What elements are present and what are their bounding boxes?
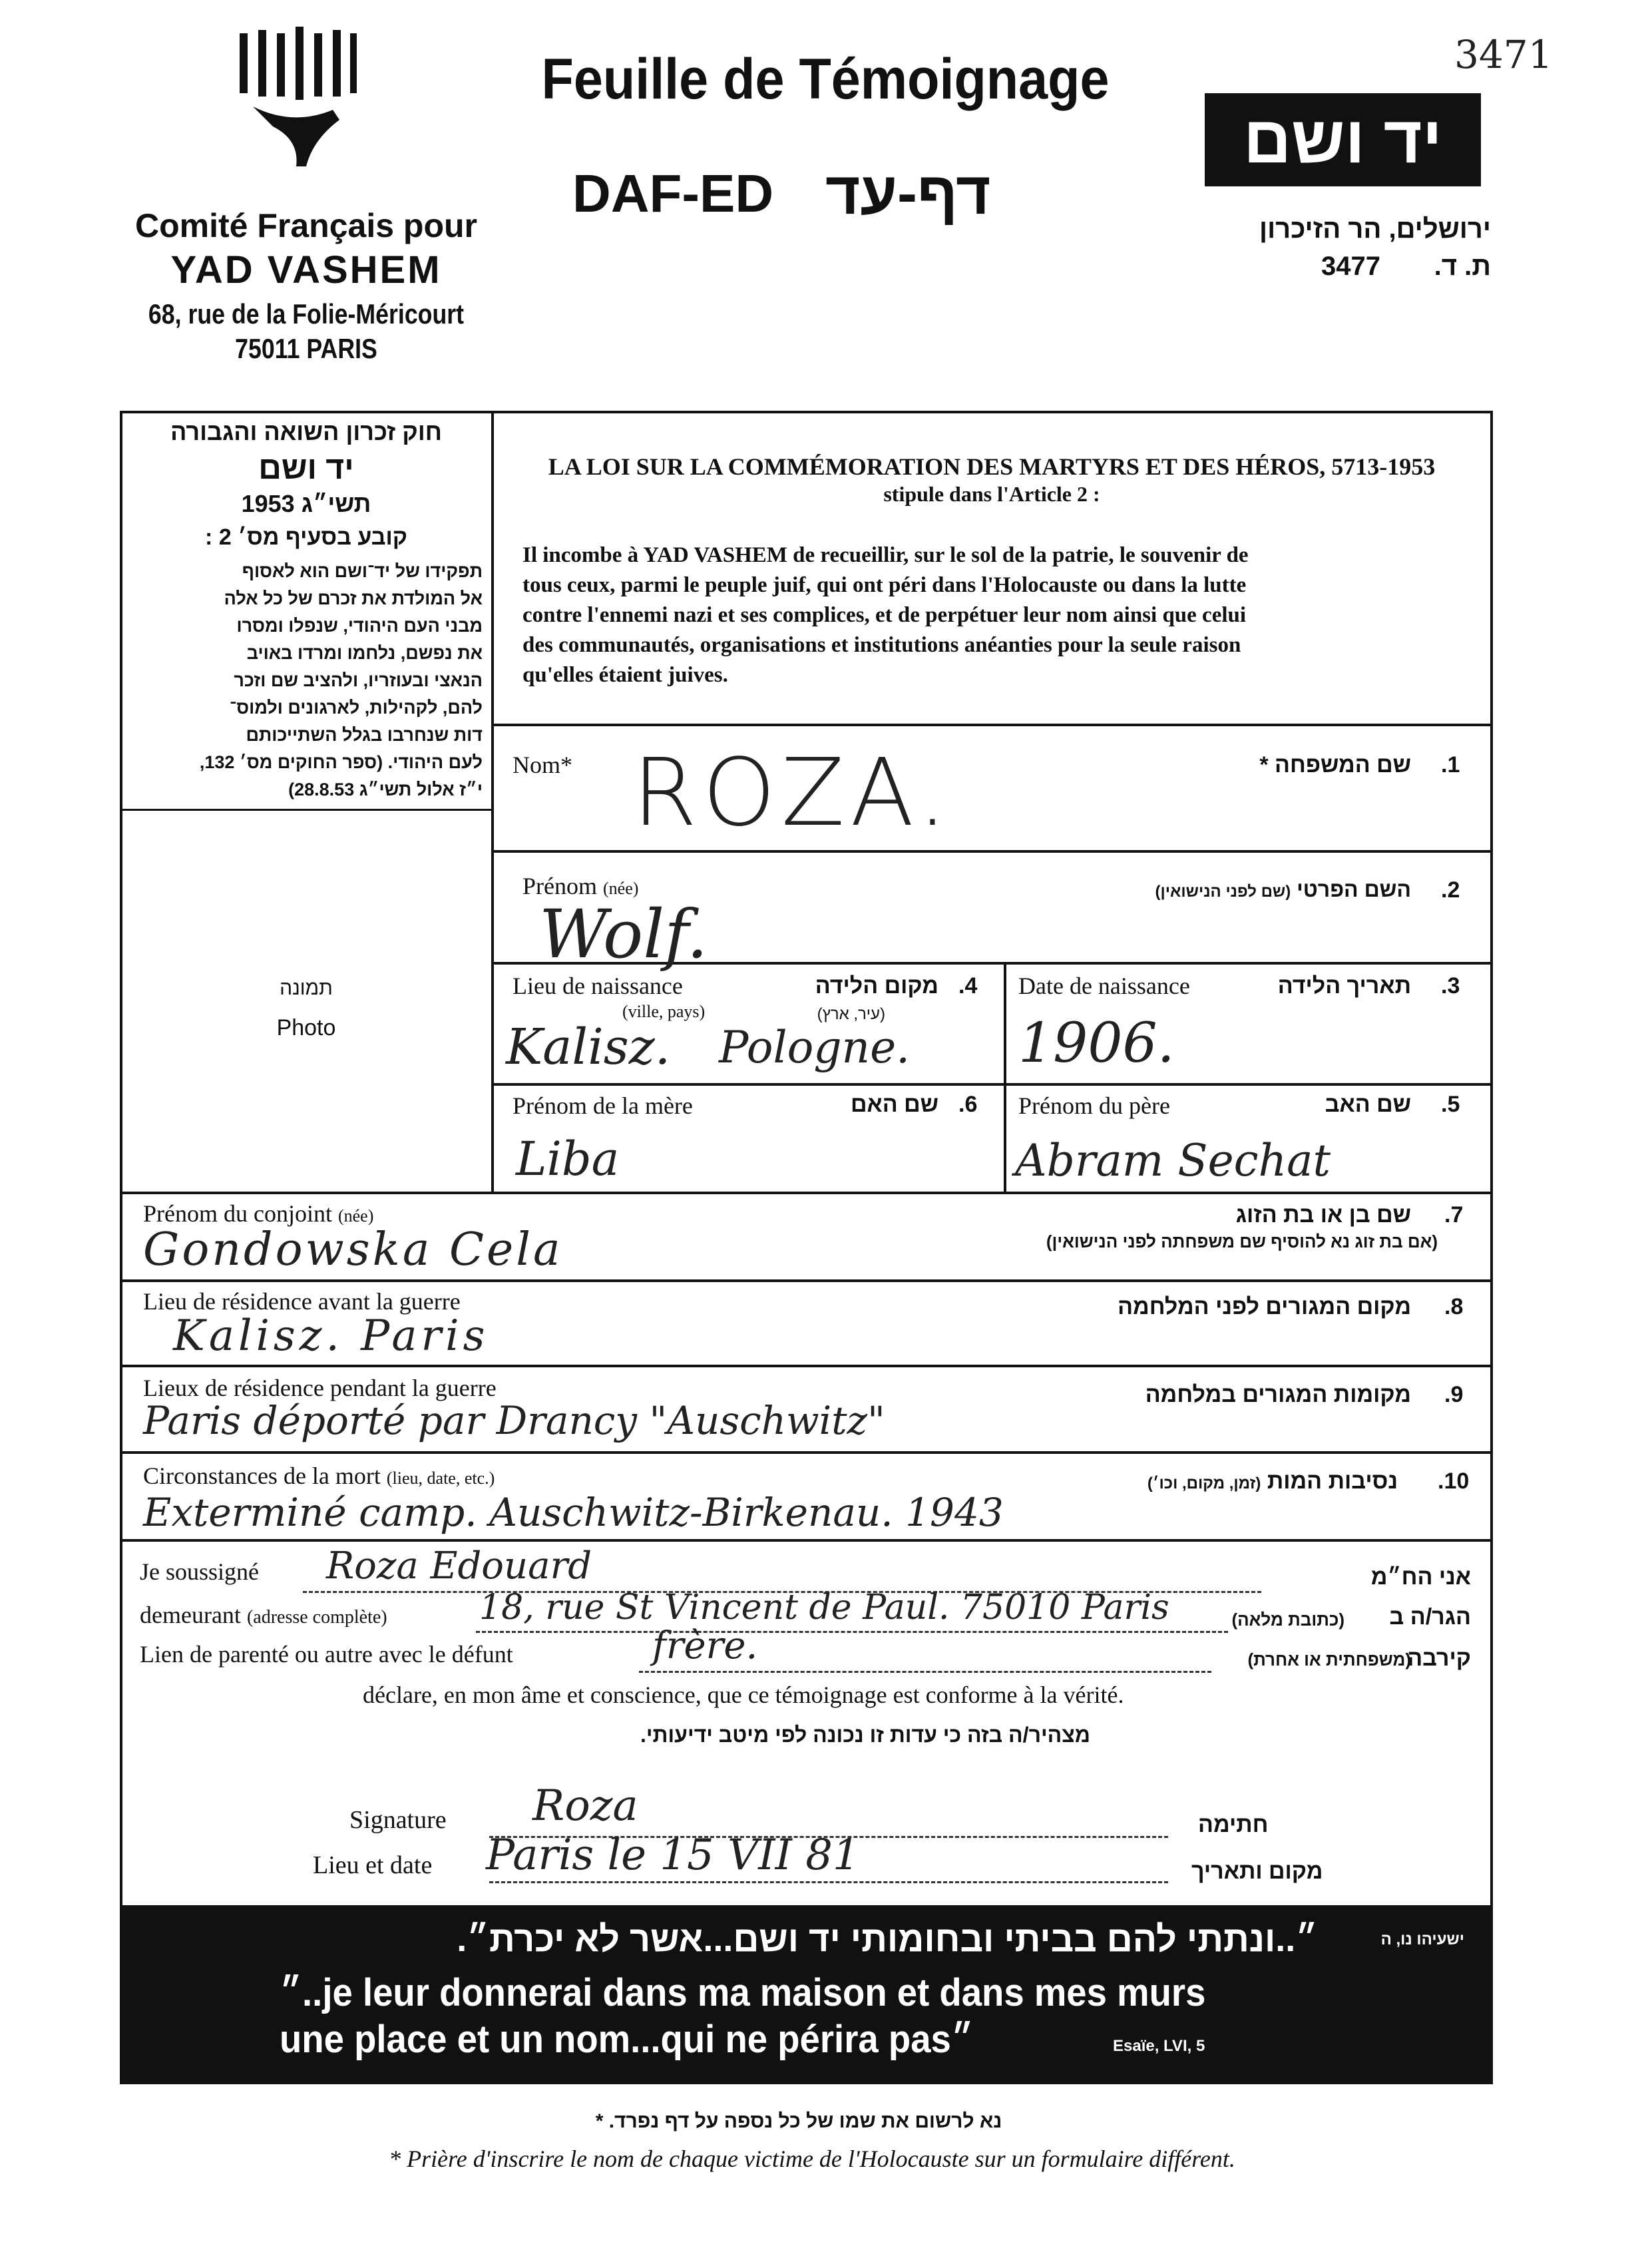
field-nom-value[interactable]: ROZA. bbox=[632, 739, 953, 847]
field-prenom-label-hebrew-text: השם הפרטי bbox=[1297, 877, 1411, 901]
signature-value[interactable]: Roza bbox=[532, 1781, 638, 1831]
field-circonstances-value[interactable]: Exterminé camp. Auschwitz-Birkenau. 1943 bbox=[143, 1490, 1004, 1535]
signature-label: Signature bbox=[349, 1806, 447, 1834]
field-prenom-pere-label: Prénom du père bbox=[1018, 1092, 1170, 1119]
field-lieu-naissance-label-small: (ville, pays) bbox=[622, 1002, 706, 1021]
field-residence-avant-label-hebrew: מקום המגורים לפני המלחמה bbox=[1118, 1294, 1411, 1319]
law-hebrew-title1: חוק זכרון השואה והגבורה bbox=[170, 418, 442, 445]
yad-vashem-logo bbox=[233, 27, 359, 180]
field-residence-pendant-label: Lieux de résidence pendant la guerre bbox=[143, 1375, 497, 1401]
law-hebrew-line: אל המולדת את זכרם של כל אלה bbox=[224, 588, 483, 608]
law-french-line: contre l'ennemi nazi et ses complices, et de perpétuer leur nom ainsi que celui bbox=[522, 603, 1247, 627]
demeurant-label-small: (adresse complète) bbox=[246, 1607, 387, 1628]
right-address-hebrew: ירושלים, הר הזיכרון bbox=[1259, 214, 1491, 244]
law-hebrew-clause: קובע בסעיף מס׳ 2 : bbox=[205, 525, 407, 550]
field-residence-avant-label: Lieu de résidence avant la guerre bbox=[143, 1288, 461, 1315]
demeurant-line bbox=[476, 1631, 1228, 1633]
law-hebrew-line: את נפשם, נלחמו ומרדו באויב bbox=[246, 643, 483, 663]
field-residence-avant-number: .8 bbox=[1444, 1294, 1464, 1319]
field-nom-label-hebrew: שם המשפחה * bbox=[1259, 752, 1411, 778]
law-hebrew-line: דות שנחרבו בגלל השתייכותם bbox=[246, 725, 483, 745]
law-french-line: Il incombe à YAD VASHEM de recueillir, sur le sol de la patrie, le souvenir de bbox=[522, 543, 1249, 567]
declaration-statement-hebrew: מצהיר/ה בזה כי עדות זו נכונה לפי מיטב ידיעותי. bbox=[640, 1723, 1090, 1747]
committee-label: Comité Français pour bbox=[135, 207, 477, 244]
law-hebrew-line: להם, לקהילות, לארגונים ולמוס־ bbox=[229, 698, 483, 718]
law-hebrew-line: י״ז אלול תשי״ג 28.8.53) bbox=[288, 780, 483, 799]
field-prenom-label-hebrew bbox=[1038, 877, 1411, 902]
law-hebrew-body bbox=[130, 558, 483, 803]
field-prenom-mere-value[interactable]: Liba bbox=[516, 1132, 620, 1186]
law-french-subtitle: stipule dans l'Article 2 : bbox=[883, 482, 1100, 506]
field-residence-avant-value[interactable]: Kalisz. Paris bbox=[173, 1311, 489, 1361]
field-conjoint-label-hebrew-small: (אם בת זוג נא להוסיף שם משפחתה לפני הנישואין) bbox=[1046, 1232, 1438, 1251]
right-logo-text: יד ושם bbox=[1243, 103, 1442, 177]
banner-line2: une place et un nom...qui ne périra pas״ bbox=[280, 2018, 974, 2061]
field-lieu-naissance-city[interactable]: Kalisz. bbox=[506, 1018, 671, 1076]
field-conjoint-label-hebrew: שם בן או בת הזוג bbox=[1235, 1202, 1411, 1228]
lien-hebrew-small: (משפחתית או אחרת) bbox=[1247, 1650, 1411, 1670]
field-conjoint-label-small: (née) bbox=[337, 1206, 374, 1226]
law-hebrew-line: הנאצי ובעוזריו, ולהציב שם וזכר bbox=[234, 670, 483, 690]
field-date-naissance-value[interactable]: 1906. bbox=[1018, 1012, 1175, 1075]
banner-hebrew: ״..ונתתי להם בביתי ובחומותי יד ושם...אשר לא יכרת״. bbox=[457, 1919, 1318, 1959]
law-french-line: tous ceux, parmi le peuple juif, qui ont péri dans l'Holocauste ou dans la lutte bbox=[522, 573, 1247, 597]
lieu-date-label: Lieu et date bbox=[313, 1851, 433, 1879]
lieu-date-line bbox=[489, 1881, 1168, 1883]
field-date-naissance-number: .3 bbox=[1441, 973, 1460, 999]
field-nom-number: .1 bbox=[1441, 752, 1460, 778]
field-residence-pendant-number: .9 bbox=[1444, 1382, 1464, 1407]
field-conjoint-label-text: Prénom du conjoint bbox=[143, 1200, 332, 1227]
demeurant-value[interactable]: 18, rue St Vincent de Paul. 75010 Paris bbox=[479, 1588, 1169, 1628]
field-circonstances-number: .10 bbox=[1438, 1468, 1470, 1494]
footer-hebrew: נא לרשום את שמו של כל נספה על דף נפרד. * bbox=[595, 2110, 1002, 2132]
law-french-line: qu'elles étaient juives. bbox=[522, 663, 728, 687]
demeurant-label bbox=[140, 1601, 387, 1629]
law-hebrew-line: מבני העם היהודי, שנפלו ומסרו bbox=[236, 616, 483, 636]
field-prenom-label-hebrew-small: (שם לפני הנישואין) bbox=[1155, 883, 1291, 901]
field-lieu-naissance-country[interactable]: Pologne. bbox=[719, 1022, 911, 1073]
field-lieu-naissance-number: .4 bbox=[958, 973, 978, 999]
lien-label: Lien de parenté ou autre avec le défunt bbox=[140, 1641, 513, 1668]
soussigne-hebrew: אני הח״מ bbox=[1370, 1564, 1471, 1590]
lien-line bbox=[639, 1671, 1211, 1673]
field-circonstances-label-hebrew bbox=[998, 1468, 1398, 1494]
demeurant-hebrew-small: (כתובת מלאה) bbox=[1231, 1610, 1344, 1630]
law-hebrew-year: תשי״ג 1953 bbox=[241, 490, 371, 517]
field-prenom-mere-number: .6 bbox=[958, 1092, 978, 1117]
lien-value[interactable]: frère. bbox=[652, 1624, 758, 1668]
demeurant-hebrew: הגר/ה ב bbox=[1389, 1604, 1471, 1630]
right-pobox-number: 3477 bbox=[1321, 252, 1380, 281]
soussigne-value[interactable]: Roza Edouard bbox=[326, 1544, 592, 1588]
field-circonstances-label-small: (lieu, date, etc.) bbox=[386, 1468, 495, 1488]
quote-banner bbox=[120, 1905, 1493, 2084]
field-circonstances-label bbox=[143, 1462, 495, 1490]
field-prenom-mere-label: Prénom de la mère bbox=[513, 1092, 693, 1119]
law-french-body bbox=[522, 541, 1481, 690]
declaration-statement: déclare, en mon âme et conscience, que ce témoignage est conforme à la vérité. bbox=[363, 1682, 1124, 1708]
field-lieu-naissance-label-hebrew-small: (עיר, ארץ) bbox=[817, 1005, 885, 1023]
right-pobox-label: ת. ד. bbox=[1434, 252, 1491, 281]
field-date-naissance-label: Date de naissance bbox=[1018, 973, 1190, 999]
subtitle-latin: DAF-ED bbox=[572, 164, 774, 223]
field-prenom-number: .2 bbox=[1441, 877, 1460, 903]
field-conjoint-number: .7 bbox=[1444, 1202, 1464, 1228]
signature-hebrew: חתימה bbox=[1198, 1812, 1269, 1837]
law-french-line: des communautés, organisations et institutions anéanties pour la seule raison bbox=[522, 633, 1241, 657]
law-hebrew-line: לעם היהודי. (ספר החוקים מס׳ 132, bbox=[199, 752, 483, 772]
field-prenom-pere-label-hebrew: שם האב bbox=[1325, 1092, 1411, 1117]
banner-hebrew-ref: ישעיהו נו, ה bbox=[1380, 1930, 1464, 1948]
field-prenom-label-text: Prénom bbox=[522, 873, 597, 899]
field-nom-label: Nom* bbox=[513, 752, 572, 778]
law-hebrew-line: תפקידו של יד־ושם הוא לאסוף bbox=[242, 561, 483, 581]
org-address-city: 75011 PARIS bbox=[235, 333, 377, 364]
right-logo-box bbox=[1205, 93, 1481, 186]
field-circonstances-label-text: Circonstances de la mort bbox=[143, 1463, 381, 1489]
field-prenom-pere-number: .5 bbox=[1441, 1092, 1460, 1117]
banner-line1: ״..je leur donnerai dans ma maison et dans mes murs bbox=[280, 1971, 1206, 2014]
footer-french: * Prière d'inscrire le nom de chaque victime de l'Holocauste sur un formulaire différent. bbox=[389, 2145, 1235, 2172]
field-prenom-label-small: (née) bbox=[603, 879, 639, 898]
banner-ref: Esaïe, LVI, 5 bbox=[1113, 2037, 1205, 2055]
photo-label: Photo bbox=[276, 1015, 336, 1040]
soussigne-label: Je soussigné bbox=[140, 1558, 259, 1585]
law-french-title: LA LOI SUR LA COMMÉMORATION DES MARTYRS ET DES HÉROS, 5713-1953 bbox=[548, 453, 1436, 480]
field-lieu-naissance-label-hebrew: מקום הלידה bbox=[815, 973, 938, 999]
org-address-street: 68, rue de la Folie-Méricourt bbox=[148, 298, 465, 330]
subtitle-hebrew: דף-עד bbox=[825, 160, 991, 227]
law-hebrew-title2: יד ושם bbox=[258, 451, 354, 486]
demeurant-label-text: demeurant bbox=[140, 1602, 241, 1628]
field-circonstances-label-hebrew-small: (זמן, מקום, וכו׳) bbox=[1147, 1474, 1261, 1492]
lieu-date-value[interactable]: Paris le 15 VII 81 bbox=[486, 1831, 860, 1880]
lien-hebrew: קירבה bbox=[1407, 1646, 1471, 1671]
field-prenom-mere-label-hebrew: שם האם bbox=[851, 1092, 938, 1117]
field-lieu-naissance-label: Lieu de naissance bbox=[513, 973, 683, 999]
photo-label-hebrew: תמונה bbox=[280, 977, 333, 999]
field-residence-pendant-value[interactable]: Paris déporté par Drancy "Auschwitz" bbox=[143, 1398, 885, 1443]
lieu-date-hebrew: מקום ותאריך bbox=[1191, 1859, 1323, 1884]
field-conjoint-value[interactable]: Gondowska Cela bbox=[143, 1224, 563, 1276]
field-circonstances-label-hebrew-text: נסיבות המות bbox=[1267, 1468, 1398, 1494]
page-title: Feuille de Témoignage bbox=[541, 47, 1110, 111]
org-name: YAD VASHEM bbox=[170, 248, 442, 292]
field-date-naissance-label-hebrew: תאריך הלידה bbox=[1277, 973, 1411, 999]
archive-number: 3471 bbox=[1454, 32, 1553, 77]
field-residence-pendant-label-hebrew: מקומות המגורים במלחמה bbox=[1145, 1382, 1411, 1407]
field-prenom-pere-value[interactable]: Abram Sechat bbox=[1015, 1135, 1331, 1186]
field-prenom-value[interactable]: Wolf. bbox=[539, 895, 708, 973]
